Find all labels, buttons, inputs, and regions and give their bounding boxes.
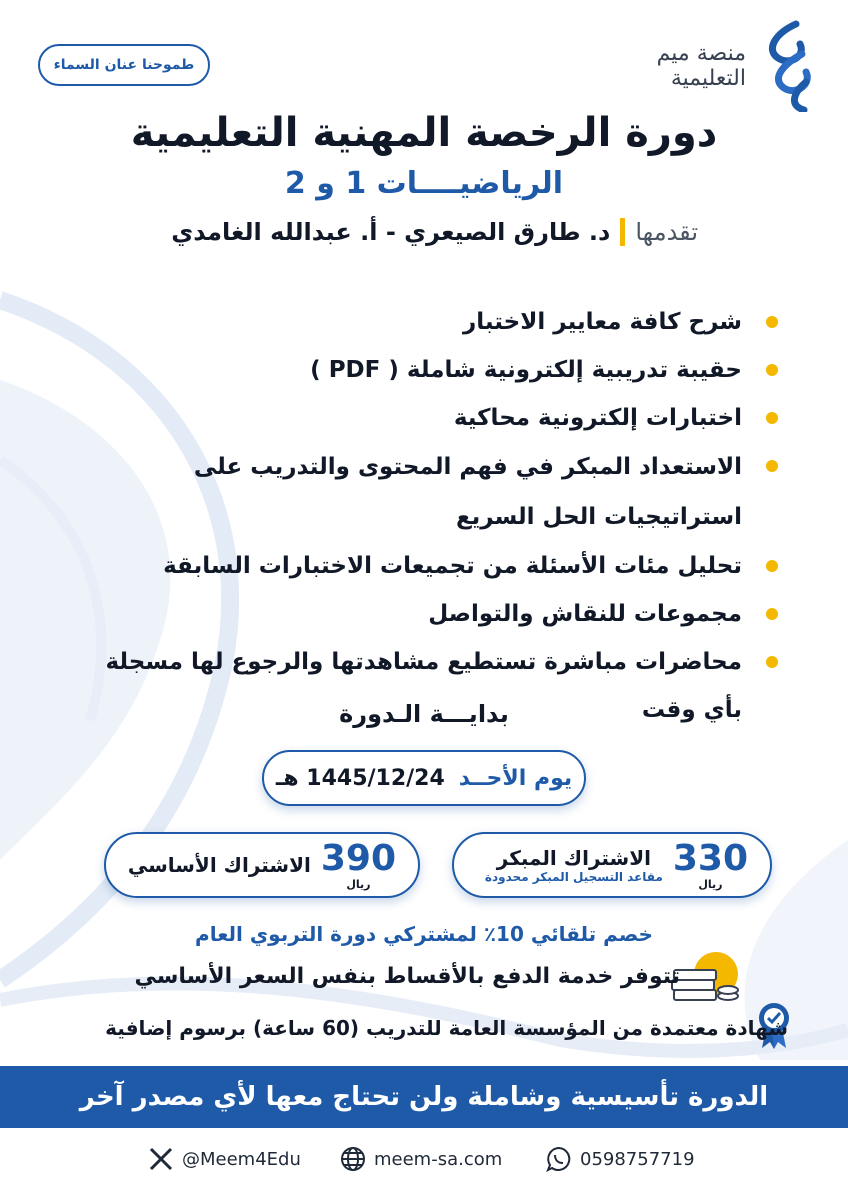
brand-name-line2: التعليمية: [670, 66, 746, 91]
bullet-icon: [766, 412, 778, 424]
twitter-contact[interactable]: [148, 1146, 301, 1172]
early-note: مقاعد التسجيل المبكر محدودة: [484, 870, 663, 884]
course-start-date: [262, 750, 586, 806]
bullet-icon: [766, 364, 778, 376]
feature-item: شرح كافة معايير الاختبار: [78, 298, 778, 346]
course-title: دورة الرخصة المهنية التعليمية: [130, 110, 718, 156]
presenters-prefix: تقدمها: [635, 218, 698, 246]
early-currency: ريال: [698, 877, 723, 891]
bullet-icon: [766, 560, 778, 572]
feature-item: حقيبة تدريبية إلكترونية شاملة ( PDF ): [78, 346, 778, 394]
phone-number[interactable]: 0598757719: [580, 1148, 695, 1170]
slogan-badge: [38, 44, 210, 86]
certificate-text: شهادة معتمدة من المؤسسة العامة للتدريب (60 ساعة) برسوم إضافية: [105, 1016, 788, 1040]
bullet-icon: [766, 460, 778, 472]
feature-item: الاستعداد المبكر في فهم المحتوى والتدريب على استراتيجيات الحل السريع: [78, 442, 778, 542]
early-label: الاشتراك المبكر: [496, 846, 651, 870]
globe-icon: [340, 1146, 366, 1172]
discount-text: خصم تلقائي 10٪ لمشتركي دورة التربوي العام: [195, 922, 653, 946]
bullet-icon: [766, 316, 778, 328]
brand-name-line1: منصة ميم: [656, 40, 746, 66]
footer-contacts: [0, 1138, 848, 1188]
slogan-text: طموحنا عنان السماء: [53, 57, 195, 73]
website-contact[interactable]: [340, 1146, 502, 1172]
basic-subscription-card: [104, 832, 420, 898]
website-url[interactable]: meem-sa.com: [374, 1148, 503, 1170]
whatsapp-icon: [546, 1146, 572, 1172]
bottom-banner: [0, 1066, 848, 1128]
twitter-handle[interactable]: @Meem4Edu: [182, 1148, 301, 1170]
start-date: 1445/12/24 هـ: [275, 765, 445, 791]
basic-price: 390 ريال: [320, 837, 396, 891]
feature-item: مجموعات للنقاش والتواصل: [78, 590, 778, 638]
brand-logo: [657, 20, 820, 112]
feature-item: محاضرات مباشرة تستطيع مشاهدتها والرجوع لها مسجلة بأي وقت: [78, 638, 778, 734]
bullet-icon: [766, 608, 778, 620]
bullet-icon: [766, 656, 778, 668]
basic-currency: ريال: [346, 877, 371, 891]
course-start-label: بدايـــة الـدورة: [339, 700, 509, 728]
early-price: 330 ريال: [672, 837, 748, 891]
whatsapp-contact[interactable]: [546, 1146, 695, 1172]
installment-text: تتوفر خدمة الدفع بالأقساط بنفس السعر الأساسي: [134, 964, 680, 989]
features-list: [78, 298, 778, 734]
feature-item: اختبارات إلكترونية محاكية: [78, 394, 778, 442]
meem-logo-icon: [756, 20, 820, 112]
early-subscription-card: [452, 832, 772, 898]
start-day: يوم الأحــد: [458, 765, 573, 791]
feature-item: تحليل مئات الأسئلة من تجميعات الاختبارات السابقة: [78, 542, 778, 590]
presenters-divider: [620, 218, 625, 246]
presenters-names: د. طارق الصيعري - أ. عبدالله الغامدي: [171, 218, 611, 246]
banner-text: الدورة تأسيسية وشاملة ولن تحتاج معها لأي مصدر آخر: [79, 1082, 769, 1112]
x-logo-icon: [148, 1146, 174, 1172]
basic-label: الاشتراك الأساسي: [127, 853, 311, 877]
course-subtitle: الرياضيــــات 1 و 2: [284, 166, 564, 201]
presenters: [171, 218, 698, 246]
